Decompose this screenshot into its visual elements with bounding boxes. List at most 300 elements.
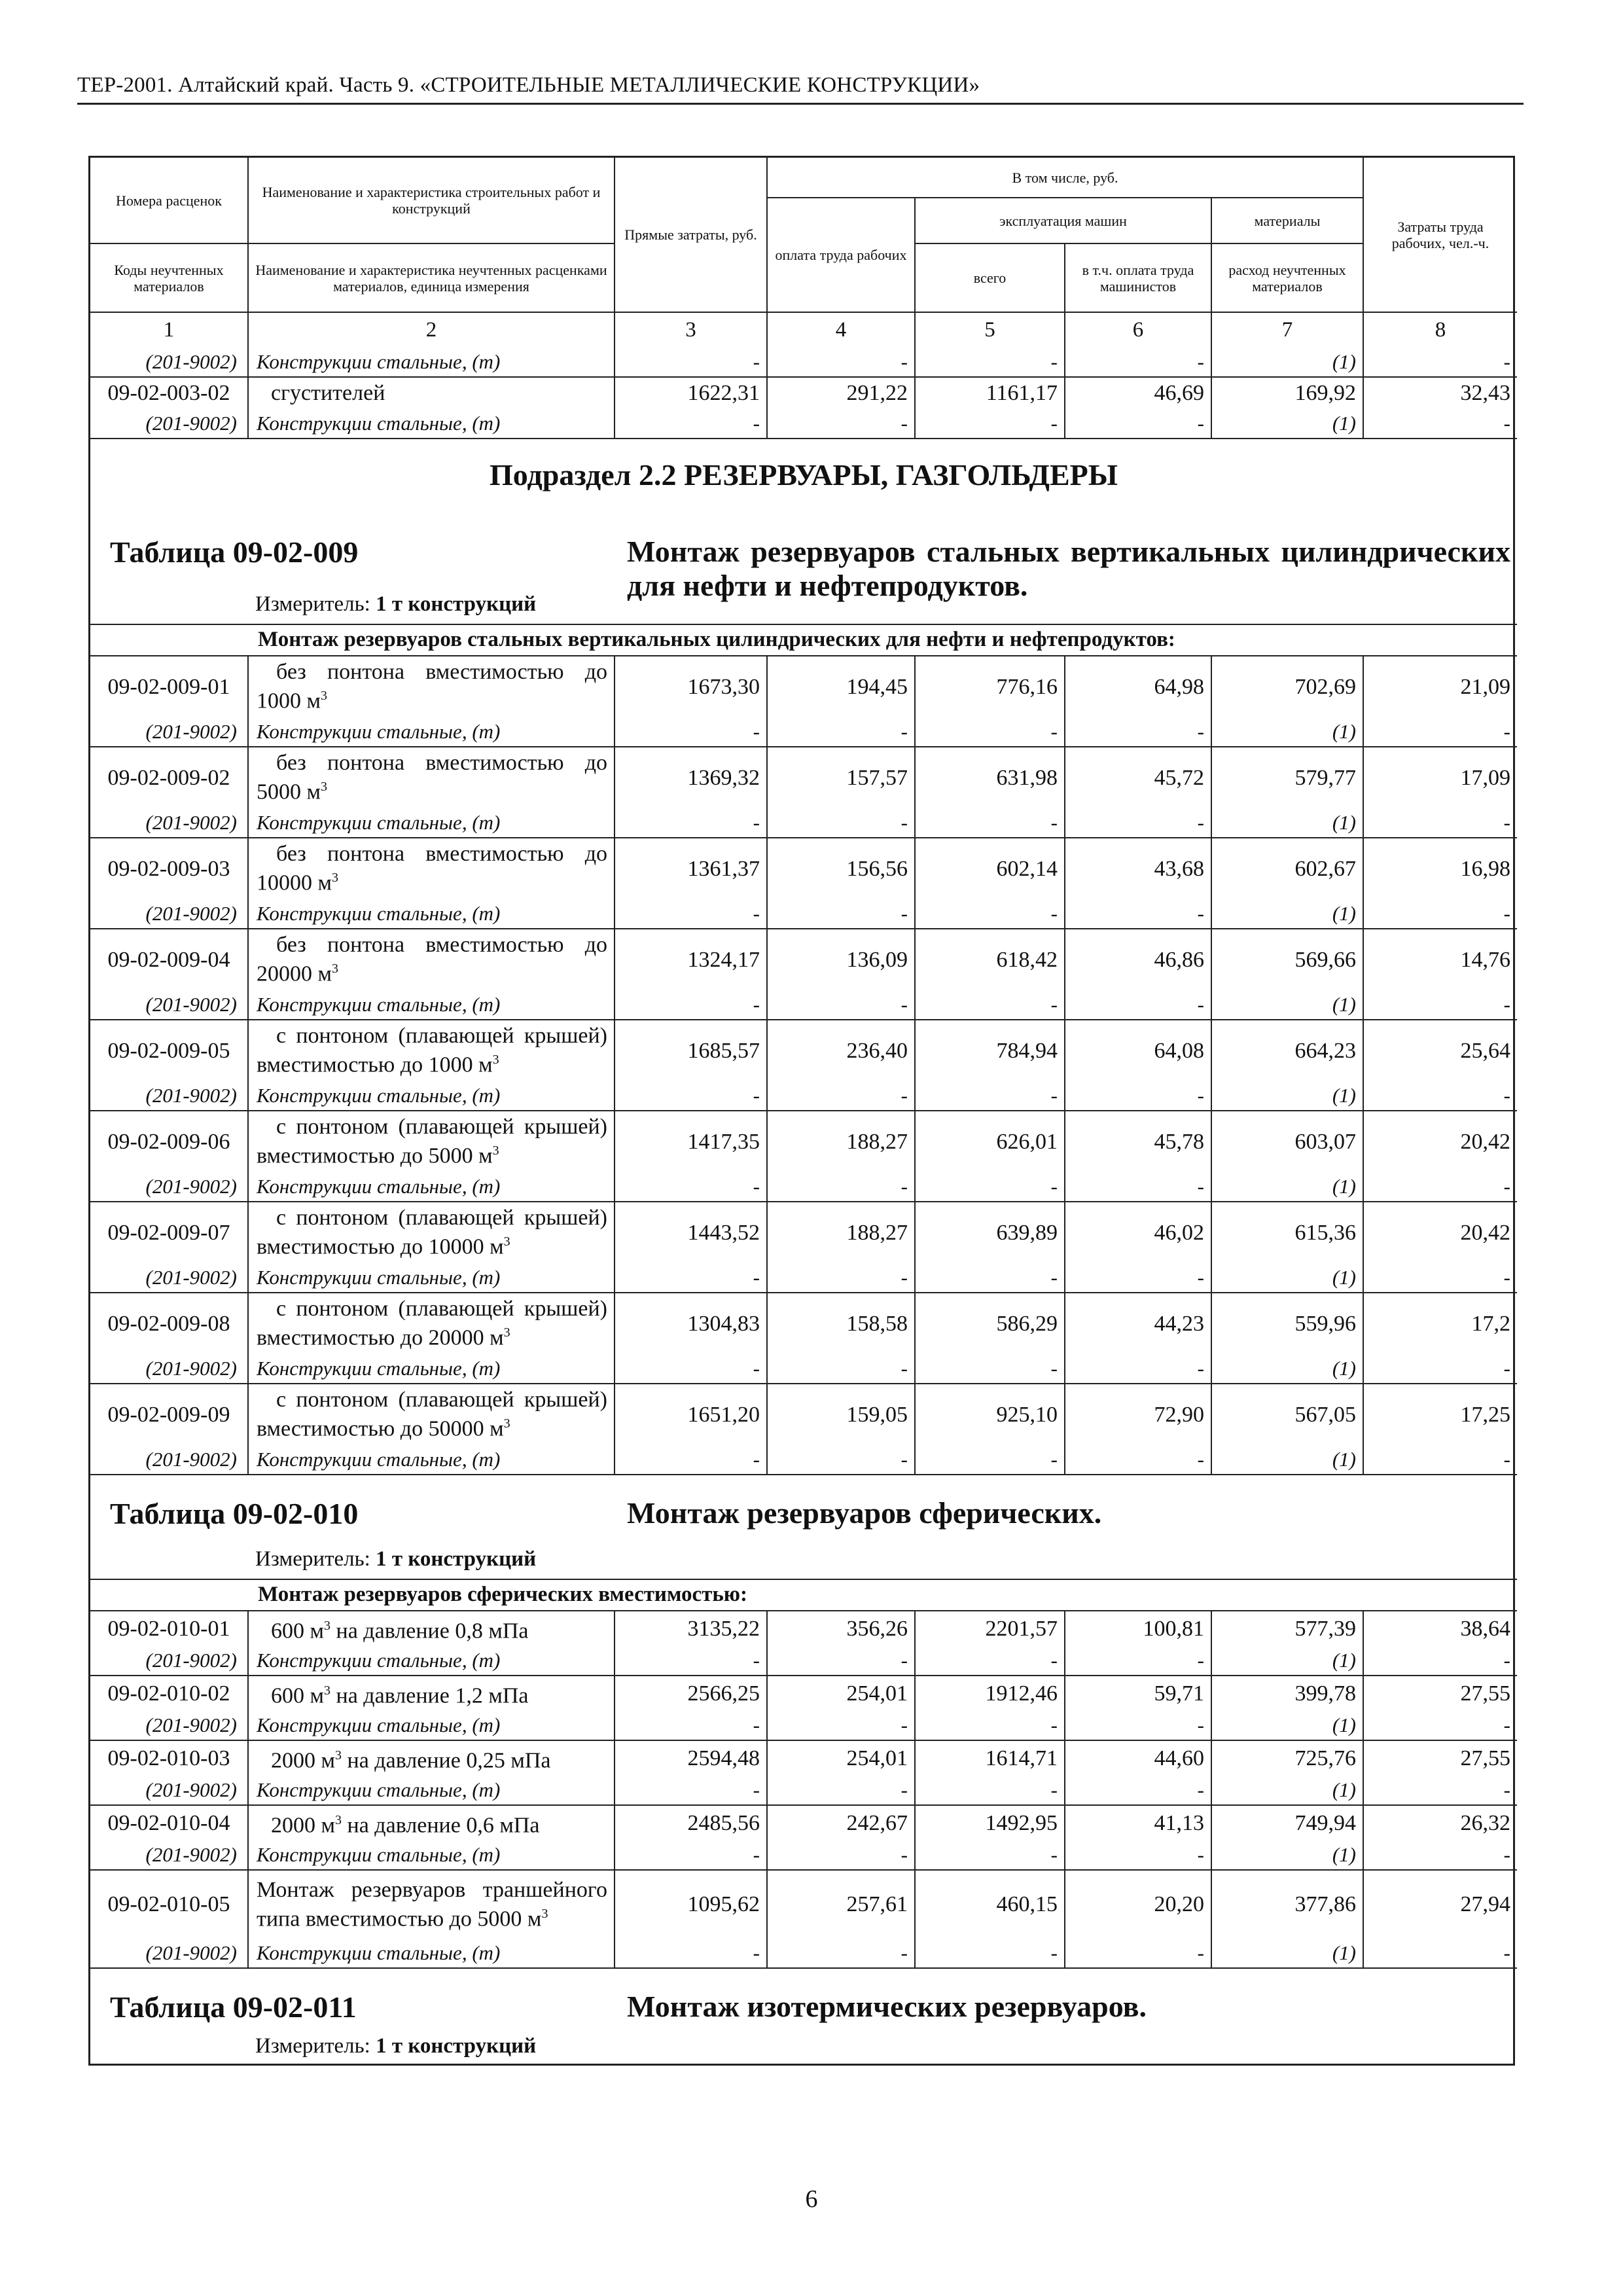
material-value: - (914, 1263, 1064, 1292)
material-name: Конструкции стальные, (т) (247, 1172, 614, 1201)
rate-value: 26,32 (1363, 1804, 1517, 1840)
material-code: (201-9002) (145, 1843, 237, 1866)
rate-value: 64,08 (1064, 1019, 1211, 1081)
material-code: (201-9002) (145, 902, 237, 925)
material-quantity: (1) (1211, 899, 1363, 928)
material-value: - (614, 409, 766, 438)
rate-value: 188,27 (766, 1110, 914, 1172)
material-value: - (614, 1776, 766, 1804)
measure-value: 1 т конструкций (376, 1547, 537, 1571)
header-including: В том числе, руб. (766, 158, 1363, 197)
material-value: - (1363, 1172, 1517, 1201)
rate-value: 1614,71 (914, 1740, 1064, 1776)
material-value: - (914, 1354, 1064, 1383)
material-value: - (1064, 899, 1211, 928)
material-quantity: (1) (1211, 1840, 1363, 1869)
header-machines: эксплуатация машин (914, 197, 1211, 243)
rate-code: 09-02-010-04 (90, 1804, 247, 1840)
material-value: - (614, 990, 766, 1019)
material-value: - (766, 899, 914, 928)
rate-value: 1304,83 (614, 1292, 766, 1354)
rate-name-superscript: 3 (335, 1748, 342, 1763)
material-value: - (614, 717, 766, 746)
rate-name-superscript: 3 (335, 1813, 342, 1828)
subsection-title: Подраздел 2.2 РЕЗЕРВУАРЫ, ГАЗГОЛЬДЕРЫ (90, 438, 1517, 514)
rate-name (247, 1019, 614, 1081)
rate-value: 559,96 (1211, 1292, 1363, 1354)
rate-value: 569,66 (1211, 928, 1363, 990)
rate-value: 2201,57 (914, 1610, 1064, 1646)
rate-value: 1324,17 (614, 928, 766, 990)
rate-name-text: 2000 м (271, 1748, 336, 1773)
material-quantity: (1) (1211, 348, 1363, 376)
rate-value: 567,05 (1211, 1383, 1363, 1445)
material-value: - (1363, 990, 1517, 1019)
rate-name-tail: на давление 0,8 мПа (330, 1619, 529, 1643)
rate-name-superscript: 3 (332, 961, 339, 977)
rate-value: 639,89 (914, 1201, 1064, 1263)
material-quantity: (1) (1211, 1776, 1363, 1804)
material-value: - (1363, 1939, 1517, 1967)
rate-name-superscript: 3 (492, 1052, 499, 1067)
material-value: - (614, 1939, 766, 1967)
material-name: Конструкции стальные, (т) (247, 990, 614, 1019)
material-value: - (614, 1840, 766, 1869)
rate-name-superscript: 3 (321, 780, 328, 795)
material-code: (201-9002) (145, 1357, 237, 1380)
header-machinist-pay: в т.ч. оплата труда машинистов (1064, 243, 1211, 312)
material-name: Конструкции стальные, (т) (247, 717, 614, 746)
material-code: (201-9002) (145, 993, 237, 1016)
material-value: - (1363, 808, 1517, 837)
rate-value: 17,25 (1363, 1383, 1517, 1445)
rate-value: 27,55 (1363, 1675, 1517, 1711)
rate-name (247, 1383, 614, 1445)
rate-name (247, 928, 614, 990)
rate-name (247, 837, 614, 899)
material-quantity: (1) (1211, 1172, 1363, 1201)
rate-value: 45,72 (1064, 746, 1211, 808)
rate-value: 43,68 (1064, 837, 1211, 899)
rate-name (247, 376, 614, 409)
rate-code: 09-02-009-03 (90, 837, 247, 899)
material-value: - (914, 1776, 1064, 1804)
rate-value: 579,77 (1211, 746, 1363, 808)
material-value: - (766, 1263, 914, 1292)
material-value: - (766, 717, 914, 746)
material-name: Конструкции стальные, (т) (247, 1939, 614, 1967)
material-value: - (1363, 1081, 1517, 1110)
rate-value: 45,78 (1064, 1110, 1211, 1172)
table-number: Таблица 09-02-009 (110, 535, 359, 569)
rate-value: 169,92 (1211, 376, 1363, 409)
material-value: - (614, 1263, 766, 1292)
material-value: - (914, 1445, 1064, 1474)
rate-value: 749,94 (1211, 1804, 1363, 1840)
material-value: - (614, 808, 766, 837)
rate-name-text: без понтона вместимостью до 1000 м (257, 660, 607, 713)
material-value: - (1064, 1172, 1211, 1201)
material-value: - (766, 1172, 914, 1201)
column-number: 6 (1064, 312, 1211, 348)
rate-value: 100,81 (1064, 1610, 1211, 1646)
material-value: - (1064, 1939, 1211, 1967)
material-value: - (914, 717, 1064, 746)
rate-value: 159,05 (766, 1383, 914, 1445)
rate-value: 21,09 (1363, 655, 1517, 717)
rate-name (247, 746, 614, 808)
rate-name (247, 1110, 614, 1172)
rate-value: 158,58 (766, 1292, 914, 1354)
group-heading: Монтаж резервуаров сферических вместимостью: (247, 1579, 1517, 1610)
material-value: - (766, 808, 914, 837)
rate-value: 460,15 (914, 1869, 1064, 1939)
material-quantity: (1) (1211, 990, 1363, 1019)
material-value: - (766, 1711, 914, 1740)
running-header: ТЕР-2001. Алтайский край. Часть 9. «СТРОИТЕЛЬНЫЕ МЕТАЛЛИЧЕСКИЕ КОНСТРУКЦИИ» (77, 73, 1524, 105)
column-number: 8 (1363, 312, 1517, 348)
material-code: (201-9002) (145, 1778, 237, 1801)
rate-name (247, 1869, 614, 1939)
material-value: - (766, 1646, 914, 1675)
rate-value: 399,78 (1211, 1675, 1363, 1711)
rate-value: 618,42 (914, 928, 1064, 990)
rate-code: 09-02-003-02 (90, 376, 247, 409)
material-value: - (614, 1354, 766, 1383)
rate-value: 254,01 (766, 1675, 914, 1711)
material-value: - (614, 1081, 766, 1110)
rate-name-superscript: 3 (503, 1416, 510, 1431)
rate-value: 64,98 (1064, 655, 1211, 717)
material-name: Конструкции стальные, (т) (247, 1445, 614, 1474)
material-quantity: (1) (1211, 1081, 1363, 1110)
material-quantity: (1) (1211, 717, 1363, 746)
rate-value: 1095,62 (614, 1869, 766, 1939)
rate-value: 14,76 (1363, 928, 1517, 990)
rate-value: 236,40 (766, 1019, 914, 1081)
rate-name-superscript: 3 (321, 689, 328, 704)
material-value: - (1363, 717, 1517, 746)
rate-value: 20,20 (1064, 1869, 1211, 1939)
measure-label: Измеритель: (255, 1547, 376, 1571)
material-value: - (1064, 1445, 1211, 1474)
rate-value: 925,10 (914, 1383, 1064, 1445)
rate-value: 631,98 (914, 746, 1064, 808)
material-code: (201-9002) (145, 1713, 237, 1736)
rate-value: 1161,17 (914, 376, 1064, 409)
material-value: - (766, 348, 914, 376)
material-value: - (1064, 1776, 1211, 1804)
rate-value: 702,69 (1211, 655, 1363, 717)
material-code: (201-9002) (145, 1448, 237, 1471)
material-value: - (914, 899, 1064, 928)
measure-label: Измеритель: (255, 592, 376, 616)
material-value: - (614, 1646, 766, 1675)
column-number: 5 (914, 312, 1064, 348)
rate-value: 1622,31 (614, 376, 766, 409)
rate-code: 09-02-009-08 (90, 1292, 247, 1354)
material-value: - (914, 990, 1064, 1019)
rate-value: 44,60 (1064, 1740, 1211, 1776)
material-name: Конструкции стальные, (т) (247, 1711, 614, 1740)
material-value: - (1064, 1840, 1211, 1869)
material-name: Конструкции стальные, (т) (247, 1081, 614, 1110)
table-title: Монтаж резервуаров сферических. (627, 1496, 1102, 1530)
material-quantity: (1) (1211, 808, 1363, 837)
material-code: (201-9002) (145, 1084, 237, 1107)
rate-code: 09-02-009-09 (90, 1383, 247, 1445)
table-number: Таблица 09-02-011 (110, 1990, 357, 2024)
rate-value: 1685,57 (614, 1019, 766, 1081)
table-title: Монтаж изотермических резервуаров. (627, 1990, 1147, 2023)
rate-code: 09-02-009-04 (90, 928, 247, 990)
rate-name-text: 2000 м (271, 1813, 336, 1838)
material-quantity: (1) (1211, 1354, 1363, 1383)
material-name: Конструкции стальные, (т) (247, 409, 614, 438)
table-number: Таблица 09-02-010 (110, 1497, 359, 1530)
rate-value: 776,16 (914, 655, 1064, 717)
rate-value: 602,14 (914, 837, 1064, 899)
material-value: - (614, 899, 766, 928)
rate-value: 2566,25 (614, 1675, 766, 1711)
rate-code: 09-02-010-01 (90, 1610, 247, 1646)
header-work-name: Наименование и характеристика строительных работ и конструкций (247, 158, 614, 243)
material-name: Конструкции стальные, (т) (247, 1840, 614, 1869)
rate-name-text: без понтона вместимостью до 5000 м (257, 751, 607, 804)
material-value: - (1363, 1646, 1517, 1675)
column-number: 4 (766, 312, 914, 348)
material-value: - (1363, 409, 1517, 438)
rate-value: 602,67 (1211, 837, 1363, 899)
material-code: (201-9002) (145, 1649, 237, 1672)
rate-value: 38,64 (1363, 1610, 1517, 1646)
rate-name (247, 1201, 614, 1263)
material-value: - (1064, 990, 1211, 1019)
material-value: - (1064, 1081, 1211, 1110)
rate-value: 41,13 (1064, 1804, 1211, 1840)
rate-value: 27,55 (1363, 1740, 1517, 1776)
page-number: 6 (805, 2185, 818, 2213)
header-unaccounted-materials: расход неучтенных материалов (1211, 243, 1363, 312)
rate-value: 603,07 (1211, 1110, 1363, 1172)
material-value: - (1363, 1711, 1517, 1740)
material-value: - (914, 348, 1064, 376)
rate-value: 586,29 (914, 1292, 1064, 1354)
material-value: - (914, 1711, 1064, 1740)
rate-value: 16,98 (1363, 837, 1517, 899)
material-value: - (766, 1354, 914, 1383)
material-code: (201-9002) (145, 811, 237, 834)
material-value: - (1363, 1840, 1517, 1869)
material-value: - (1363, 1445, 1517, 1474)
rate-code: 09-02-010-02 (90, 1675, 247, 1711)
material-code: (201-9002) (145, 1941, 237, 1964)
material-value: - (1363, 348, 1517, 376)
rate-value: 72,90 (1064, 1383, 1211, 1445)
rate-name (247, 1675, 614, 1711)
rate-name-tail: на давление 1,2 мПа (330, 1683, 529, 1708)
rate-name-tail: на давление 0,25 мПа (342, 1748, 551, 1773)
rate-value: 1673,30 (614, 655, 766, 717)
rate-code: 09-02-009-06 (90, 1110, 247, 1172)
rate-value: 1912,46 (914, 1675, 1064, 1711)
material-value: - (614, 1711, 766, 1740)
rate-code: 09-02-010-05 (90, 1869, 247, 1939)
rate-name (247, 1804, 614, 1840)
material-code: (201-9002) (145, 1266, 237, 1289)
material-quantity: (1) (1211, 1445, 1363, 1474)
material-name: Конструкции стальные, (т) (247, 1354, 614, 1383)
material-value: - (766, 1840, 914, 1869)
material-value: - (766, 1081, 914, 1110)
material-value: - (1064, 717, 1211, 746)
material-value: - (1064, 808, 1211, 837)
column-number: 2 (247, 312, 614, 348)
rate-name-text: с понтоном (плавающей крышей) вместимостью до 10000 м (257, 1206, 607, 1259)
header-rate-numbers: Номера расценок (116, 192, 222, 209)
material-name: Конструкции стальные, (т) (247, 899, 614, 928)
rate-name-text: Монтаж резервуаров траншейного типа вместимостью до 5000 м (257, 1877, 607, 1931)
rate-name-superscript: 3 (324, 1619, 331, 1634)
material-quantity: (1) (1211, 1939, 1363, 1967)
rate-value: 46,69 (1064, 376, 1211, 409)
material-quantity: (1) (1211, 1711, 1363, 1740)
rate-value: 59,71 (1064, 1675, 1211, 1711)
header-material-codes: Коды неучтенных материалов (90, 243, 247, 312)
material-value: - (1064, 409, 1211, 438)
group-heading-spacer (90, 624, 247, 655)
material-value: - (914, 409, 1064, 438)
material-value: - (914, 1939, 1064, 1967)
material-value: - (1363, 1263, 1517, 1292)
header-material-name: Наименование и характеристика неучтенных расценками материалов, единица измерения (247, 243, 614, 312)
rate-value: 3135,22 (614, 1610, 766, 1646)
rate-value: 1417,35 (614, 1110, 766, 1172)
rate-code: 09-02-009-05 (90, 1019, 247, 1081)
material-code: (201-9002) (145, 412, 237, 435)
rate-name-superscript: 3 (503, 1234, 510, 1249)
rate-name-text: 600 м (271, 1619, 325, 1643)
material-code: (201-9002) (145, 720, 237, 743)
rate-value: 44,23 (1064, 1292, 1211, 1354)
material-value: - (766, 990, 914, 1019)
rate-name-text: с понтоном (плавающей крышей) вместимостью до 20000 м (257, 1297, 607, 1350)
group-heading-spacer (90, 1579, 247, 1610)
measure-value: 1 т конструкций (376, 592, 537, 616)
rate-value: 20,42 (1363, 1110, 1517, 1172)
rate-value: 377,86 (1211, 1869, 1363, 1939)
rate-value: 17,09 (1363, 746, 1517, 808)
material-name: Конструкции стальные, (т) (247, 1776, 614, 1804)
rate-code: 09-02-010-03 (90, 1740, 247, 1776)
rate-name (247, 1740, 614, 1776)
rate-name-superscript: 3 (541, 1906, 548, 1921)
rate-name (247, 1292, 614, 1354)
rate-value: 242,67 (766, 1804, 914, 1840)
rate-name-superscript: 3 (324, 1683, 331, 1698)
rate-value: 32,43 (1363, 376, 1517, 409)
table-title: Монтаж резервуаров стальных вертикальных цилиндрических для нефти и нефтепродуктов. (627, 535, 1510, 602)
column-number: 3 (614, 312, 766, 348)
rates-table (88, 156, 1515, 2066)
rate-value: 46,02 (1064, 1201, 1211, 1263)
material-value: - (1064, 348, 1211, 376)
rate-value: 1361,37 (614, 837, 766, 899)
material-value: - (766, 409, 914, 438)
rate-code: 09-02-009-01 (90, 655, 247, 717)
header-direct-costs: Прямые затраты, руб. (614, 158, 766, 312)
material-value: - (614, 1445, 766, 1474)
material-value: - (1363, 1776, 1517, 1804)
rate-value: 156,56 (766, 837, 914, 899)
material-code: (201-9002) (145, 1175, 237, 1198)
rate-value: 615,36 (1211, 1201, 1363, 1263)
material-quantity: (1) (1211, 1263, 1363, 1292)
rate-name-text: без понтона вместимостью до 10000 м (257, 842, 607, 895)
material-name: Конструкции стальные, (т) (247, 1646, 614, 1675)
material-value: - (1064, 1646, 1211, 1675)
rate-value: 725,76 (1211, 1740, 1363, 1776)
material-value: - (914, 1646, 1064, 1675)
material-value: - (1363, 899, 1517, 928)
material-value: - (1064, 1263, 1211, 1292)
material-value: - (1064, 1711, 1211, 1740)
rate-value: 784,94 (914, 1019, 1064, 1081)
rate-name-text: с понтоном (плавающей крышей) вместимостью до 1000 м (257, 1024, 607, 1077)
rate-value: 25,64 (1363, 1019, 1517, 1081)
material-value: - (766, 1776, 914, 1804)
header-machines-total: всего (914, 243, 1064, 312)
rate-code: 09-02-009-07 (90, 1201, 247, 1263)
rate-value: 626,01 (914, 1110, 1064, 1172)
rate-value: 356,26 (766, 1610, 914, 1646)
rate-value: 136,09 (766, 928, 914, 990)
rate-name (247, 1610, 614, 1646)
rate-value: 1443,52 (614, 1201, 766, 1263)
material-value: - (914, 1081, 1064, 1110)
rate-value: 664,23 (1211, 1019, 1363, 1081)
material-value: - (614, 1172, 766, 1201)
rate-value: 17,2 (1363, 1292, 1517, 1354)
column-number: 1 (90, 312, 247, 348)
material-name: Конструкции стальные, (т) (247, 348, 614, 376)
rate-name-superscript: 3 (332, 870, 339, 886)
group-heading: Монтаж резервуаров стальных вертикальных цилиндрических для нефти и нефтепродуктов: (247, 624, 1517, 655)
measure-unit (255, 2034, 844, 2063)
rate-value: 1651,20 (614, 1383, 766, 1445)
measure-value: 1 т конструкций (376, 2034, 537, 2058)
material-name: Конструкции стальные, (т) (247, 808, 614, 837)
measure-unit (255, 1547, 844, 1576)
rate-value: 157,57 (766, 746, 914, 808)
rate-name-text: с понтоном (плавающей крышей) вместимостью до 50000 м (257, 1388, 607, 1441)
rate-value: 257,61 (766, 1869, 914, 1939)
rate-name (247, 655, 614, 717)
rate-name-text: без понтона вместимостью до 20000 м (257, 933, 607, 986)
material-quantity: (1) (1211, 409, 1363, 438)
rate-value: 2594,48 (614, 1740, 766, 1776)
material-code: (201-9002) (145, 350, 237, 373)
material-quantity: (1) (1211, 1646, 1363, 1675)
measure-label: Измеритель: (255, 2034, 376, 2058)
rate-code: 09-02-009-02 (90, 746, 247, 808)
material-value: - (614, 348, 766, 376)
rate-value: 291,22 (766, 376, 914, 409)
rate-name-superscript: 3 (503, 1325, 510, 1340)
material-value: - (1363, 1354, 1517, 1383)
rate-name-text: с понтоном (плавающей крышей) вместимостью до 5000 м (257, 1115, 607, 1168)
rate-value: 254,01 (766, 1740, 914, 1776)
